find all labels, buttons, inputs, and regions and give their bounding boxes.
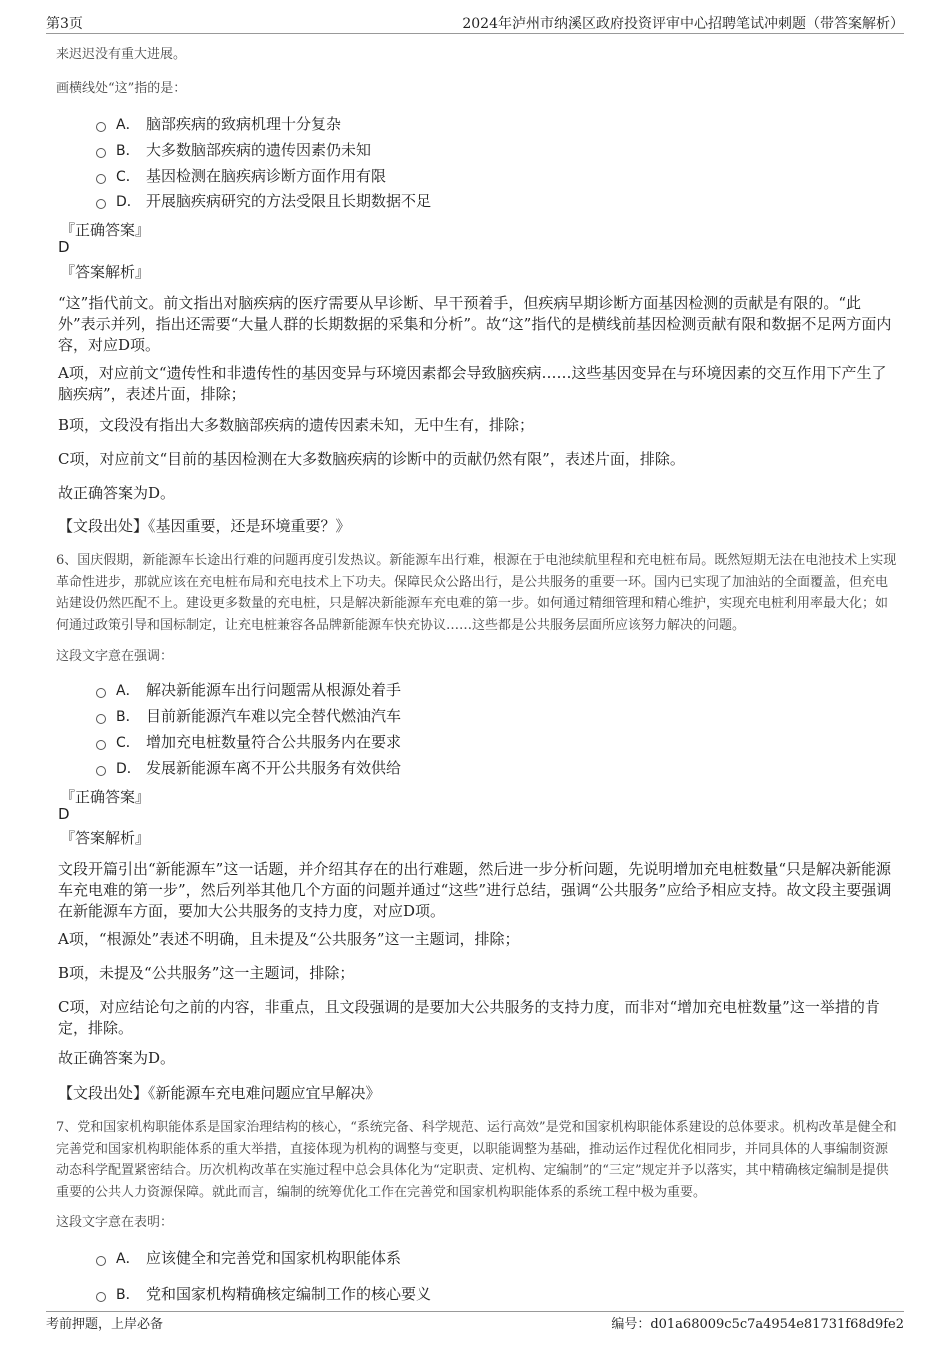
q6-answer-label: 『正确答案』 <box>60 788 151 806</box>
q6-analysis-main: 文段开篇引出“新能源车”这一话题，并介绍其存在的出行难题，然后进一步分析问题，先说明增加充电桩数量“只是解决新能源车充电难的第一步”，然后列举其他几个方面的问题并通过“这些”进行总结，强调“公共服务”应给予相应支持。故文段主要强调在新能源车方面，要加大公共服务的支持力度，对应D项。 <box>58 860 892 920</box>
q7-option-b[interactable]: B． 党和国家机构精确核定编制工作的核心要义 <box>96 1284 431 1304</box>
footer-slogan: 考前押题，上岸必备 <box>46 1317 164 1332</box>
q5-option-d[interactable]: D． 开展脑疾病研究的方法受限且长期数据不足 <box>96 191 431 211</box>
q5-analysis-a: A项，对应前文“遗传性和非遗传性的基因变异与环境因素都会导致脑疾病……这些基因变异在与环境因素的交互作用下产生了脑疾病”，表述片面，排除； <box>58 364 887 403</box>
q6-prompt: 这段文字意在强调： <box>56 649 174 664</box>
q6-analysis-b: B项，未提及“公共服务”这一主题词，排除； <box>58 964 355 982</box>
header-divider <box>46 33 904 34</box>
q5-answer-label: 『正确答案』 <box>60 221 151 239</box>
q6-option-b[interactable]: B． 目前新能源汽车难以完全替代燃油汽车 <box>96 706 401 726</box>
document-id: 编号：d01a68009c5c7a4954e81731f68d9fe2 <box>611 1317 904 1332</box>
q5-analysis-c: C项，对应前文“目前的基因检测在大多数脑疾病的诊断中的贡献仍然有限”，表述片面，排除。 <box>58 450 685 468</box>
q5-option-c[interactable]: C． 基因检测在脑疾病诊断方面作用有限 <box>96 166 386 186</box>
radio-icon[interactable] <box>96 688 106 698</box>
q6-source: 【文段出处】《新能源车充电难问题应宜早解决》 <box>58 1084 381 1102</box>
q5-analysis-b: B项，文段没有指出大多数脑部疾病的遗传因素未知，无中生有，排除； <box>58 416 535 434</box>
q6-answer: D <box>58 805 70 823</box>
radio-icon[interactable] <box>96 1292 106 1302</box>
page-number: 第3页 <box>46 16 83 32</box>
radio-icon[interactable] <box>96 714 106 724</box>
q5-conclusion: 故正确答案为D。 <box>58 484 176 502</box>
radio-icon[interactable] <box>96 174 106 184</box>
radio-icon[interactable] <box>96 199 106 209</box>
q6-analysis-a: A项，“根源处”表述不明确，且未提及“公共服务”这一主题词，排除； <box>58 930 520 948</box>
q5-prompt: 画横线处“这”指的是： <box>56 81 187 96</box>
q6-stem: 6、国庆假期，新能源车长途出行难的问题再度引发热议。新能源车出行难，根源在于电池续航里程和充电桩布局。既然短期无法在电池技术上实现革命性进步，那就应该在充电桩布局和充电技术上下功夫。保障民众公路出行，是公共服务的重要一环。国内已实现了加油站的全面覆盖，但充电站建设仍然匹配不上。建设更多数量的充电桩，只是解决新能源车充电难的第一步。如何通过精细管理和精心维护，实现充电桩利用率最大化；如何通过政策引导和国标制定，让充电桩兼容各品牌新能源车快充协议……这些都是公共服务层面所应该努力解决的问题。 <box>56 553 897 633</box>
radio-icon[interactable] <box>96 148 106 158</box>
radio-icon[interactable] <box>96 740 106 750</box>
q7-option-a[interactable]: A． 应该健全和完善党和国家机构职能体系 <box>96 1248 401 1268</box>
document-title: 2024年泸州市纳溪区政府投资评审中心招聘笔试冲刺题（带答案解析） <box>462 16 904 32</box>
q7-stem: 7、党和国家机构职能体系是国家治理结构的核心，“系统完备、科学规范、运行高效”是党和国家机构职能体系建设的总体要求。机构改革是健全和完善党和国家机构职能体系的重大举措，直接体现为机构的调整与变更，以职能调整为基础，推动运作过程优化相同步，并同具体的人事编制资源动态科学配置紧密结合。历次机构改革在实施过程中总会具体化为“定职责、定机构、定编制”的“三定”规定并予以落实，其中精确核定编制是提供重要的公共人力资源保障。就此而言，编制的统筹优化工作在完善党和国家机构职能体系的系统工程中极为重要。 <box>56 1120 897 1200</box>
q6-analysis-c: C项，对应结论句之前的内容，非重点，且文段强调的是要加大公共服务的支持力度，而非对“增加充电桩数量”这一举措的肯定，排除。 <box>58 998 880 1037</box>
q5-source: 【文段出处】《基因重要，还是环境重要？》 <box>58 517 351 535</box>
q6-option-d[interactable]: D． 发展新能源车离不开公共服务有效供给 <box>96 758 401 778</box>
radio-icon[interactable] <box>96 766 106 776</box>
footer-divider <box>46 1311 904 1312</box>
q5-option-a[interactable]: A． 脑部疾病的致病机理十分复杂 <box>96 114 341 134</box>
q5-option-b[interactable]: B． 大多数脑部疾病的遗传因素仍未知 <box>96 140 371 160</box>
radio-icon[interactable] <box>96 122 106 132</box>
q6-option-a[interactable]: A． 解决新能源车出行问题需从根源处着手 <box>96 680 401 700</box>
q5-stem-tail: 来迟迟没有重大进展。 <box>56 47 187 62</box>
q5-answer: D <box>58 238 70 256</box>
q6-analysis-label: 『答案解析』 <box>60 829 151 847</box>
q5-analysis-main: “这”指代前文。前文指出对脑疾病的医疗需要从早诊断、早干预着手，但疾病早期诊断方面基因检测的贡献是有限的。“此外”表示并列，指出还需要“大量人群的长期数据的采集和分析”。故“这”指代的是横线前基因检测贡献有限和数据不足两方面内容，对应D项。 <box>58 294 892 354</box>
radio-icon[interactable] <box>96 1256 106 1266</box>
q6-option-c[interactable]: C． 增加充电桩数量符合公共服务内在要求 <box>96 732 401 752</box>
q5-analysis-label: 『答案解析』 <box>60 263 151 281</box>
q6-conclusion: 故正确答案为D。 <box>58 1049 176 1067</box>
q7-prompt: 这段文字意在表明： <box>56 1215 174 1230</box>
